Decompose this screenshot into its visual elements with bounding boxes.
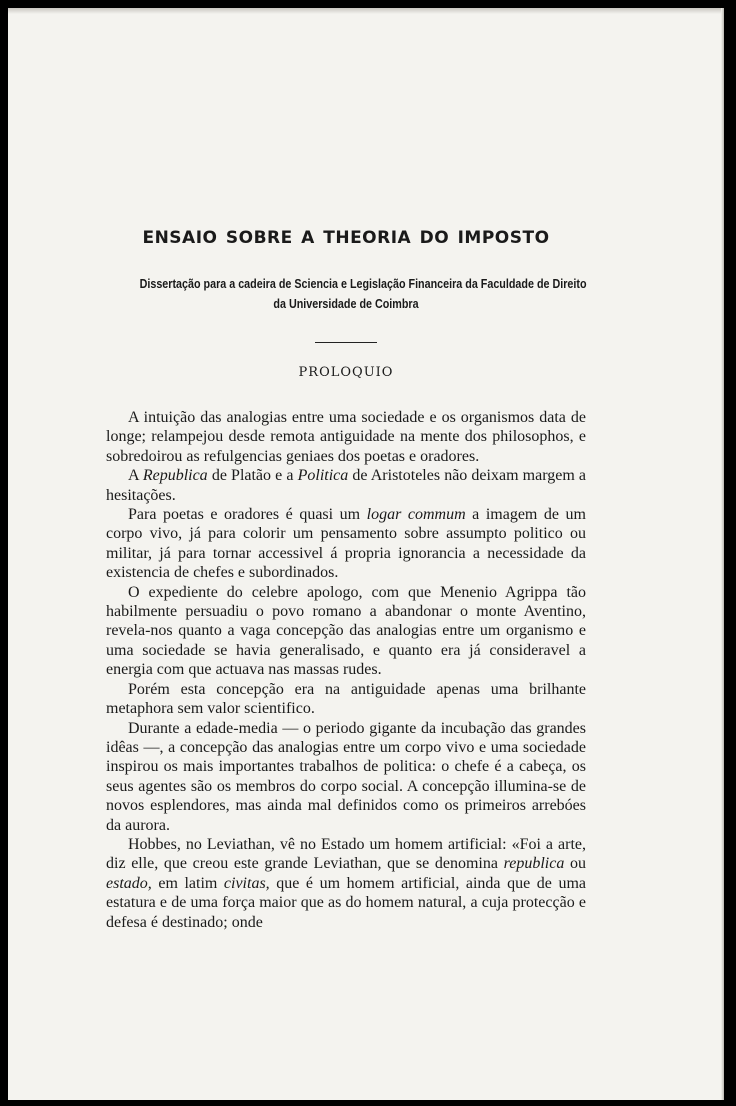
italic-text: logar commum [366,506,466,524]
paragraph-text: Porém esta concepção era na antiguidade apenas uma brilhante metaphora sem valor scientifico. [106,680,586,718]
document-page [8,8,724,1100]
title-divider [315,342,377,343]
paragraph-text: A intuição das analogias entre uma sociedade e os organismos data de longe; relampejou desde remota antiguidade na mente dos philosophos, e sobredoirou as refulgencias geniaes dos poetas e oradores. [106,409,586,465]
paragraphs [106,408,586,932]
body-paragraph [106,466,586,505]
document-title: ENSAIO SOBRE A THEORIA DO IMPOSTO [142,228,550,248]
body-paragraph [106,680,586,719]
page-top-shadow [8,8,724,14]
body-paragraph [106,408,586,466]
document-body [106,228,586,932]
paragraph-text: de Aristoteles não deixam margem a hesitações. [106,467,587,504]
paragraph-text: Hobbes, no Leviathan, vê no Estado um homem artificial: «Foi a arte, diz elle, que creou este grande Leviathan, que se denomina [106,835,586,873]
paragraph-text: Para poetas e oradores é quasi um [128,506,367,524]
italic-text: republica [503,855,565,873]
paragraph-text: a imagem de um corpo vivo, já para colorir um pensamento sobre assumpto politico ou militar, já para tornar accessivel á propria ignorancia a necessidade da existencia de chefes e subordinados. [106,506,586,582]
subtitle-line-2: da Universidade de Coimbra [273,297,419,311]
paragraph-text: em latim [151,874,224,892]
italic-text: civitas, [223,874,270,892]
body-paragraph [106,583,586,680]
italic-text: Politica [297,467,349,485]
italic-text: estado, [106,874,152,892]
body-paragraph [106,835,586,932]
subtitle-line-1: Dissertação para a cadeira de Sciencia e Legislação Financeira da Faculdade de Direito [139,277,587,291]
paragraph-text: de Platão e a [207,467,298,485]
italic-text: Republica [142,467,208,485]
body-paragraph [106,505,586,583]
page-right-shadow [721,8,724,1100]
paragraph-text: O expediente do celebre apologo, com que Menenio Agrippa tão habilmente persuadiu o povo romano a abandonar o monte Aventino, revela-nos quanto a vaga concepção das analogias entre um organismo e uma sociedade se havia generalisado, e quanto era já consideravel a energia com que actuava nas massas rudes. [106,583,586,679]
document-subtitle [139,274,587,314]
paragraph-text: que é um homem artificial, ainda que de uma estatura e de uma força maior que as do homem natural, a cuja protecção e defesa é destinado; onde [106,874,586,931]
paragraph-text: ou [564,855,587,873]
paragraph-text: Durante a edade-media — o periodo gigante da incubação das grandes idêas —, a concepção das analogias entre um corpo vivo e uma sociedade inspirou os mais importantes trabalhos de politica: o chefe é a cabeça, os seus agentes são os membros do corpo social. A concepção illumina-se de novos esplendores, mas ainda mal definidos como os primeiros arrebóes da aurora. [106,719,586,834]
section-heading: PROLOQUIO [298,365,394,380]
paragraph-text: A [128,467,143,485]
body-paragraph [106,719,586,835]
